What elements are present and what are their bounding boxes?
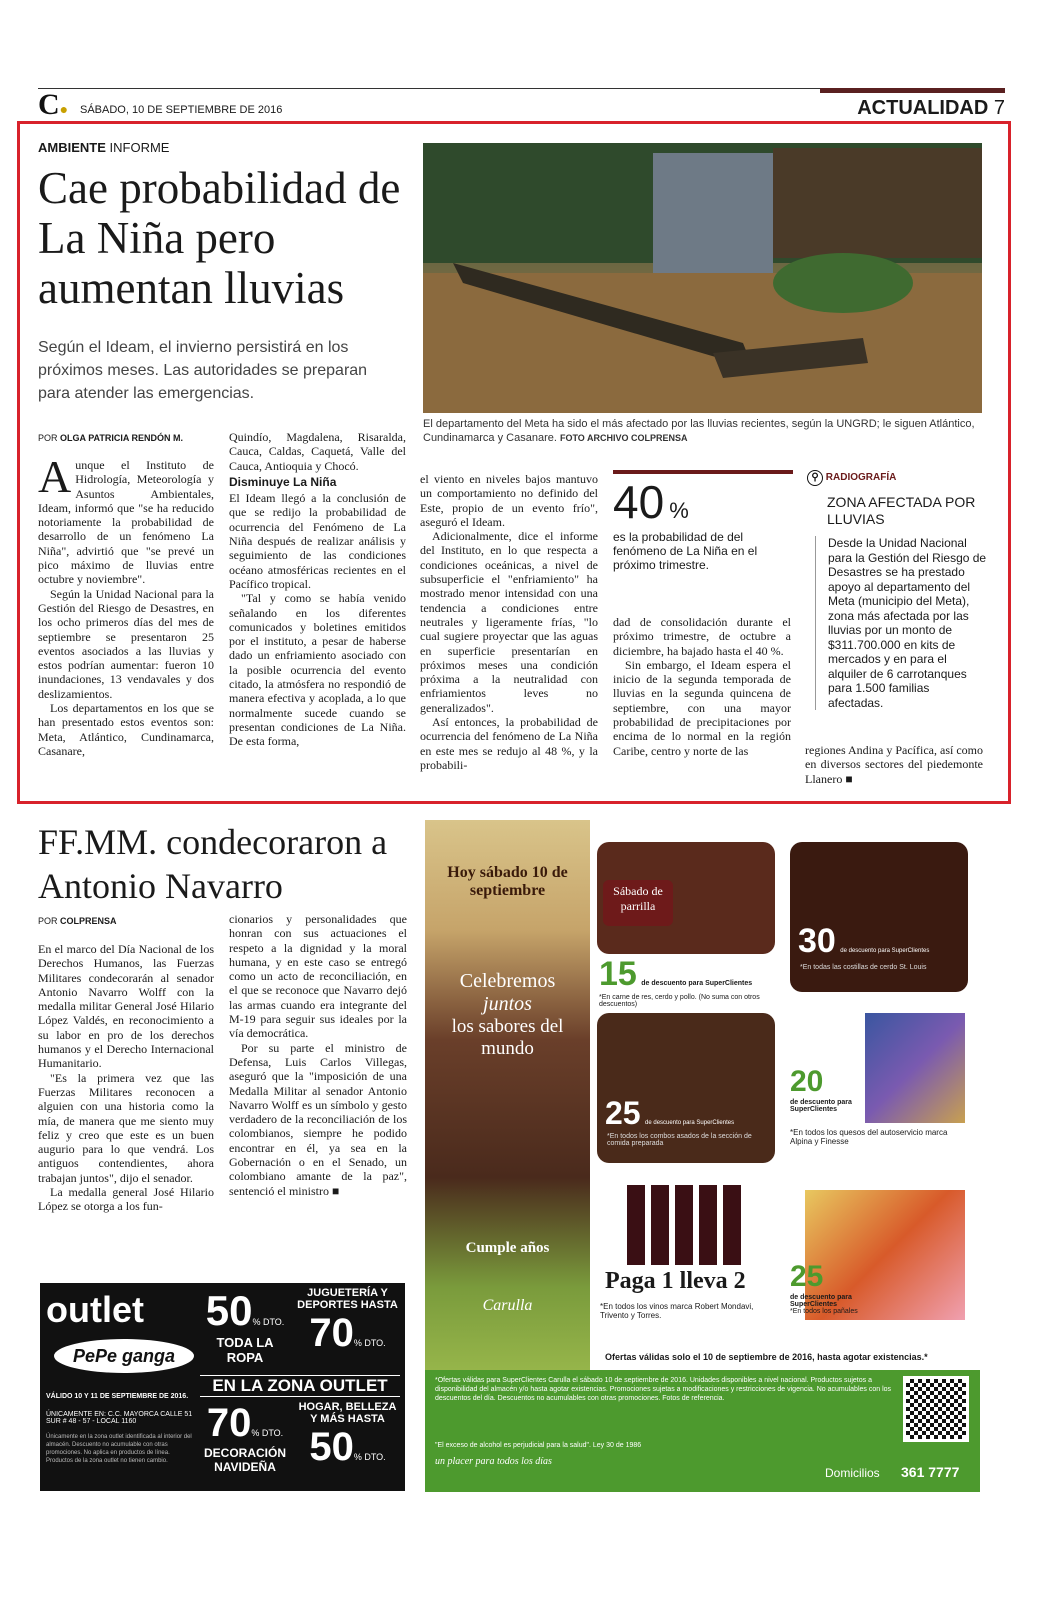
lead: Según el Ideam, el invierno persistirá en los próximos meses. Las autoridades se preparan para atender las emergencias. <box>38 339 368 402</box>
stat-number: 40 <box>613 476 665 528</box>
photo-caption: El departamento del Meta ha sido el más afectado por las lluvias recientes, según la UNGRD; le siguen Atlántico, Cundinamarca y Casanare. FOTO ARCHIVO COLPRENSA <box>423 418 975 444</box>
section-tab: ACTUALIDAD 7 <box>820 88 1005 120</box>
search-icon: ⚲ <box>807 470 823 486</box>
offer-1-text: 15 de descuento para SuperClientes *En carne de res, cerdo y pollo. (No suma con otros descuentos) <box>599 955 760 1008</box>
flood-photo <box>423 143 982 413</box>
offer-4-text: 20 de descuento para SuperClientes <box>790 1065 852 1113</box>
headline: Cae probabilidad de La Niña pero aumentan lluvias <box>38 163 401 313</box>
subhead: Disminuye La Niña <box>229 474 337 489</box>
byline: POR OLGA PATRICIA RENDÓN M. <box>38 433 184 443</box>
offers-validity: Ofertas válidas solo el 10 de septiembre de 2016, hasta agotar existencias.* <box>605 1352 928 1362</box>
sidebar-radiografia: ⚲ RADIOGRAFÍA ZONA AFECTADA POR LLUVIAS Desde la Unidad Nacional para la Gestión del Riesgo de Desastres se ha prestado apoyo al departamento del Meta (municipio del Meta), zona más afectada por las lluvias por un monto de $311.700.000 en kits de mercados y en para el alquiler de 6 carrotanques para 1.500 familias afectadas. <box>807 470 987 710</box>
cheese-products <box>865 1013 965 1123</box>
kicker: AMBIENTE INFORME <box>38 140 170 155</box>
pepe-logo: PePe ganga <box>54 1339 194 1373</box>
wine-bottles <box>627 1185 747 1265</box>
offer-parrilla[interactable]: Sábado de parrilla <box>597 842 775 954</box>
dropcap: A <box>38 451 72 502</box>
body-column-2: Quindío, Magdalena, Risaralda, Cauca, Caldas, Caquetá, Valle del Cauca, Antioquia y Chocó. Disminuye La Niña El Ideam llegó a la conclusión de que se redijo la probabilidad de ocurrencia del Fenómeno de La Niña después de realizar análisis y seguimiento de las condiciones océano atmosféricas recientes en el Pacífico tropical. "Tal y como se había venido señalando en los diferentes comunicados y boletines emitidos por el instituto, a pesar de haberse dado un enfriamiento asociado con la posible ocurrencia del evento citado, la atmósfera no respondió de manera efectiva y acoplada, a lo que normalmente sucede cuando se presentan condiciones de La Niña. De esta forma, <box>229 430 406 749</box>
body-column-5: regiones Andina y Pacífica, así como en diversos sectores del piedemonte Llanero ■ <box>805 743 983 786</box>
offer-costillas[interactable]: 30 de descuento para SuperClientes *En todas las costillas de cerdo St. Louis <box>790 842 968 992</box>
byline-2: POR COLPRENSA <box>38 916 117 926</box>
offer-4-fine: *En todos los quesos del autoservicio marca Alpina y Finesse <box>790 1128 948 1146</box>
offer-5-title: Paga 1 lleva 2 <box>605 1268 746 1294</box>
headline-2: FF.MM. condecoraron a Antonio Navarro <box>38 822 388 906</box>
carulla-side-banner: Hoy sábado 10 de septiembre Celebremos juntos los sabores del mundo Cumple años Carulla <box>425 820 590 1370</box>
stat-box: 40 % es la probabilidad de del fenómeno de La Niña en el próximo trimestre. <box>613 470 793 572</box>
date: SÁBADO, 10 DE SEPTIEMBRE DE 2016 <box>80 104 283 116</box>
body-column-1: A unque el Instituto de Hidrología, Meteorología y Asuntos Ambientales, Ideam, informó que "se ha reducido notoriamente la probabilidad de desarrollo de un fenómeno La Niña", advirtió que "se prevé un pico máximo de lluvias entre octubre y noviembre". Según la Unidad Nacional para la Gestión del Riesgo de Desastres, en los ocho primeros días del mes de septiembre se presentaron 25 eventos asociados a las lluvias y estos podrían aumentar: fueron 10 inundaciones, 13 vendavales y dos deslizamientos. Los departamentos en los que se han presentado estos eventos son: Meta, Atlántico, Cundinamarca, Casanare, <box>38 451 214 758</box>
ad-pepe-ganga[interactable]: outlet PePe ganga VÁLIDO 10 Y 11 DE SEPTIEMBRE DE 2016. ÚNICAMENTE EN: C.C. MAYORCA CALLE 51 SUR # 48 - 57 - LOCAL 1160 Únicamente en la zona outlet identificada al interior del almacén. Descuento no acumulable con otras promociones. No aplica en productos de línea. Productos de la zona outlet no tienen cambio. 50% DTO. TODA LA ROPA JUGUETERÍA Y DEPORTES HASTA 70% DTO. EN LA ZONA OUTLET 70% DTO. DECORACIÓN NAVIDEÑA HOGAR, BELLEZA Y MÁS HASTA 50% DTO. <box>40 1283 405 1491</box>
offer-6-text: 25 de descuento para SuperClientes *En todos los pañales <box>790 1260 858 1315</box>
offer-asados[interactable]: 25 de descuento para SuperClientes *En todos los combos asados de la sección de comida preparada <box>597 1013 775 1163</box>
article2-column-2: cionarios y personalidades que honran con sus actuaciones el respeto a la dignidad y la moral humana, y en este caso se entregó como un acto de reconciliación, en el que se reconoce que Navarro dejó las armas cuando era integrante del M-19 para seguir sus ideales por la vía democrática. Por su parte el ministro de Defensa, Luis Carlos Villegas, aseguró que la "imposición de una Medalla Militar al senador Antonio Navarro Wolff es un símbolo y gesto verdadero de la reconciliación de los colombianos, siempre he podido encontrar en él, ya sea en la Gobernación o en el Senado, un colombiano amante de la paz", sentenció el ministro ■ <box>229 912 407 1198</box>
qr-code[interactable] <box>903 1376 969 1442</box>
body-column-4: dad de consolidación durante el próximo trimestre, de octubre a diciembre, ha bajado hasta el 40 %. Sin embargo, el Ideam espera el inicio de la segunda temporada de lluvias en la segunda quincena de septiembre, con una mayor probabilidad de precipitaciones por encima de lo normal en la región Caribe, centro y norte de las <box>613 615 791 758</box>
carulla-footer: *Ofertas válidas para SuperClientes Carulla el sábado 10 de septiembre de 2016. Unidades disponibles a nivel nacional. Productos sujetos a disponibilidad del almacén y/o hasta agotar existencias. Promociones sujetas a modificaciones y restricciones de vigencia. No acumulables con los descuentos del día. Descuentos no acumulables con otras promociones. Fotos de referencia. "El exceso de alcohol es perjudicial para la salud". Ley 30 de 1986 un placer para todos los días Domicilios 361 7777 <box>425 1370 980 1492</box>
offer-5-fine: *En todos los vinos marca Robert Mondavi, Trivento y Torres. <box>600 1302 754 1320</box>
body-column-3: el viento en niveles bajos mantuvo un comportamiento no definido del Este, propio de un evento frío", aseguró el Ideam. Adicionalmente, dice el informe del Instituto, en lo que respecta a condiciones oceánicas, a nivel de subsuperficie el "enfriamiento" ha mostrado menor intensidad con una tendencia a condiciones entre neutrales y ligeramente frías, "lo cual sugiere proyectar que las aguas en superficie presentarían en próximos meses una condición próxima a la neutralidad con enfriamientos leves no generalizados". Así entonces, la probabilidad de ocurrencia del fenómeno de La Niña en este mes se redujo al 48 %, y la probabili- <box>420 472 598 772</box>
carulla-logo: Carulla <box>482 1297 533 1314</box>
logo: C● <box>38 88 69 121</box>
stat-text: es la probabilidad de del fenómeno de La Niña en el próximo trimestre. <box>613 530 758 572</box>
article2-column-1: En el marco del Día Nacional de los Derechos Humanos, las Fuerzas Militares condecorarán al senador Antonio Navarro Wolff con la medalla militar General José Hilario López Valdés, en reconocimiento a su labor en pro de los derechos humanos y el Derecho Internacional Humanitario. "Es la primera vez que las Fuerzas Militares reconocen a alguien con una historia como la mía, de manera que me siento muy feliz y creo que este es un buen augurio para lo que vendrá. Los antiguos contendientes, ahora trabajan juntos", dijo el senador. La medalla general José Hilario López se otorga a los fun- <box>38 942 214 1214</box>
outlet-zone-band: EN LA ZONA OUTLET <box>200 1375 400 1397</box>
